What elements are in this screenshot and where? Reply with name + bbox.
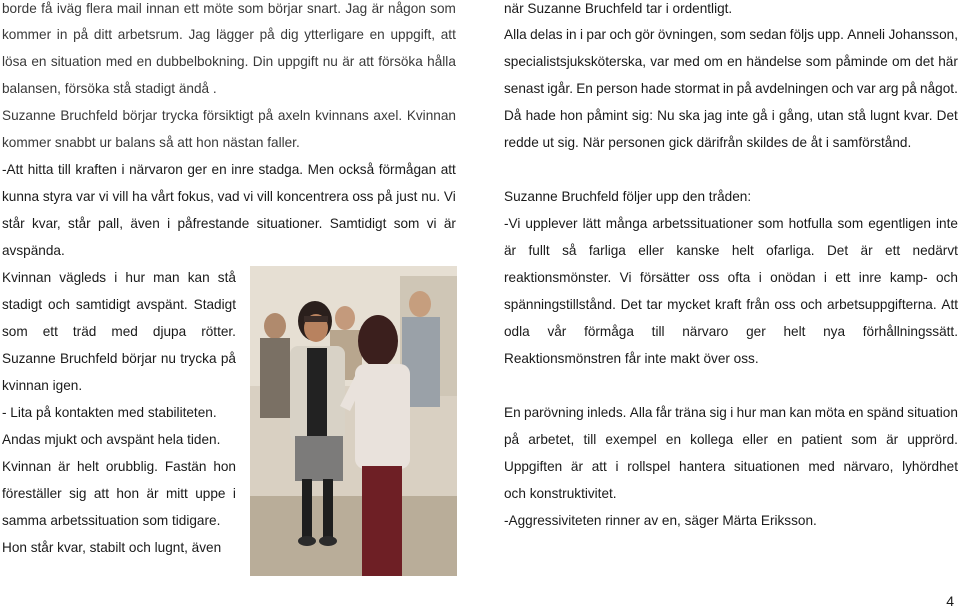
right-line-4: senast igår. En person hade stormat in på avdelningen och var arg på något.	[504, 81, 958, 96]
left-line-8: kunna styra var vi vill ha vårt fokus, vad vi vill koncentrera oss på just nu. Vi	[2, 189, 456, 204]
left-line-11: Kvinnan vägleds i hur man kan stå	[2, 270, 236, 285]
right-line-9: är fullt så farliga eller kanske helt ofarliga. Det är ett nedärvt	[504, 243, 958, 258]
right-line-10: reaktionsmönster. Vi försätter oss ofta i onödan i ett inre kamp- och	[504, 270, 958, 285]
left-line-21: Hon står kvar, stabilt och lugnt, även	[2, 540, 222, 555]
left-line-3: lösa en situation med en dubbelbokning. Din uppgift nu är att försöka hålla	[2, 54, 456, 69]
left-line-2: kommer in på ditt arbetsrum. Jag lägger på dig ytterligare en uppgift, att	[2, 27, 456, 42]
left-line-5: Suzanne Bruchfeld börjar trycka försiktigt på axeln kvinnans axel. Kvinnan	[2, 108, 456, 123]
left-line-19: föreställer sig att hon är mitt uppe i	[2, 486, 236, 501]
left-line-6: kommer snabbt ur balans så att hon nästan faller.	[2, 135, 300, 150]
article-photo	[250, 266, 457, 576]
right-line-2: Alla delas in i par och gör övningen, som sedan följs upp. Anneli Johansson,	[504, 27, 958, 42]
right-line-8: -Vi upplever lätt många arbetssituationer som hotfulla som egentligen inte	[504, 216, 958, 231]
right-line-3: specialistsjuksköterska, var med om en händelse som påminde om det här	[504, 54, 958, 69]
left-line-17: Andas mjukt och avspänt hela tiden.	[2, 432, 221, 447]
right-line-13: Reaktionsmönstren får inte makt över oss.	[504, 351, 759, 366]
right-line-5: Då hade hon påmint sig: Nu ska jag inte gå i gång, utan stå lugnt kvar. Det	[504, 108, 958, 123]
right-line-14: En parövning inleds. Alla får träna sig i hur man kan möta en spänd situation	[504, 405, 958, 420]
right-line-16: Uppgiften är att i rollspel hantera situationen med närvaro, lyhördhet	[504, 459, 958, 474]
left-line-12: stadigt och samtidigt avspänt. Stadigt	[2, 297, 236, 312]
right-line-7: Suzanne Bruchfeld följer upp den tråden:	[504, 189, 752, 204]
right-line-1: när Suzanne Bruchfeld tar i ordentligt.	[504, 1, 733, 16]
left-line-9: står kvar, står pall, även i påfrestande situationer. Samtidigt som vi är	[2, 216, 456, 231]
page-number: 4	[946, 593, 954, 609]
left-line-14: Suzanne Bruchfeld börjar nu trycka på	[2, 351, 236, 366]
right-line-17: och konstruktivitet.	[504, 486, 617, 501]
right-line-18: -Aggressiviteten rinner av en, säger Märta Eriksson.	[504, 513, 817, 528]
left-line-13: som ett träd med djupa rötter.	[2, 324, 236, 339]
left-line-16: - Lita på kontakten med stabiliteten.	[2, 405, 217, 420]
left-line-4: balansen, försöka stå stadigt ändå .	[2, 81, 217, 96]
left-line-20: samma arbetssituation som tidigare.	[2, 513, 221, 528]
left-line-15: kvinnan igen.	[2, 378, 83, 393]
right-line-15: på arbetet, till exempel en kollega eller en patient som är upprörd.	[504, 432, 958, 447]
right-line-12: odla vår förmåga till närvaro ger helt nya förhållningssätt.	[504, 324, 958, 339]
left-line-1: borde få iväg flera mail innan ett möte som börjar snart. Jag är någon som	[2, 1, 456, 16]
left-line-18: Kvinnan är helt orubblig. Fastän hon	[2, 459, 236, 474]
left-line-10: avspända.	[2, 243, 65, 258]
left-line-7: -Att hitta till kraften i närvaron ger en inre stadga. Men också förmågan att	[2, 162, 456, 177]
right-line-6: redde ut sig. När personen gick därifrån skildes de åt i samförstånd.	[504, 135, 912, 150]
right-line-11: spänningstillstånd. Det tar mycket kraft från oss och arbetsuppgifterna. Att	[504, 297, 958, 312]
